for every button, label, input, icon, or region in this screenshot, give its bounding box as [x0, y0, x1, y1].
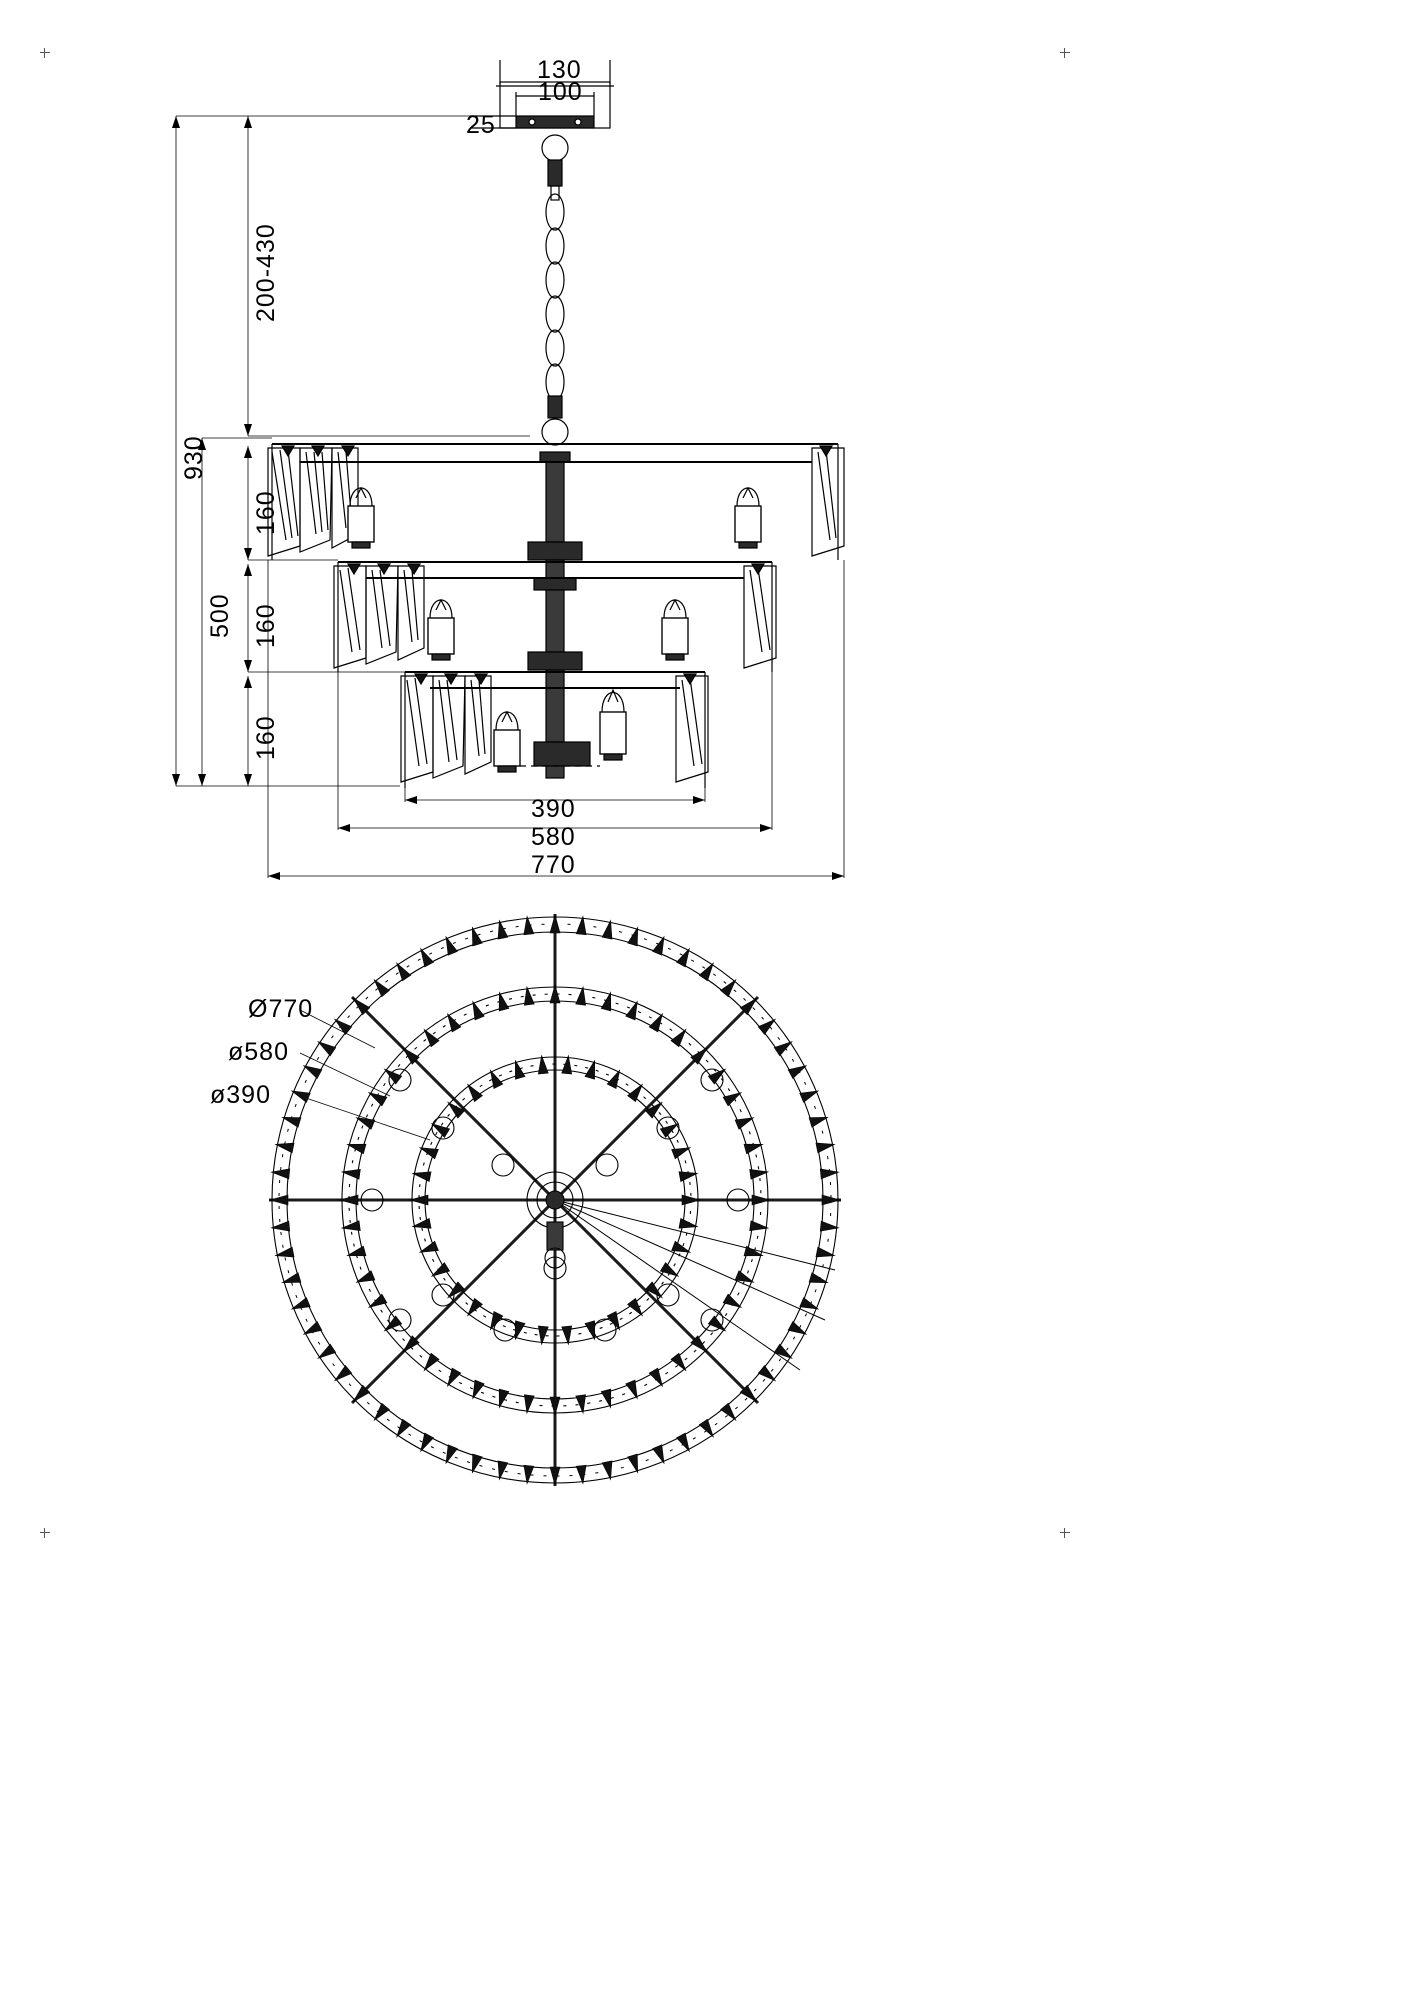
- dim-tier-height-bottom: 160: [252, 715, 280, 760]
- lamp-top-right: [735, 488, 761, 548]
- dim-chain-range: 200-430: [252, 223, 280, 322]
- crystal-cluster-top-right: [812, 446, 844, 556]
- dim-tier-height-top: 160: [252, 490, 280, 535]
- crystal-cluster-bottom-left: [401, 674, 491, 782]
- chain: [546, 194, 564, 400]
- hanging-ring-top: [542, 135, 568, 161]
- lamp-bottom-left: [494, 712, 520, 772]
- crystal-cluster-mid-left: [334, 564, 424, 668]
- dim-overall-height: 930: [180, 435, 208, 480]
- hanging-ring-bottom: [542, 419, 568, 445]
- plan-label-outer: Ø770: [248, 995, 314, 1023]
- crystal-cluster-bottom-right: [676, 674, 708, 782]
- lamp-mid-right: [662, 600, 688, 660]
- canopy-body: [516, 116, 594, 128]
- plan-label-inner: ø390: [210, 1081, 271, 1109]
- dim-diameter-inner: 390: [531, 795, 576, 823]
- dim-diameter-outer: 770: [531, 851, 576, 879]
- lamp-bottom-right: [600, 690, 626, 760]
- dim-tier-height-mid: 160: [252, 603, 280, 648]
- top-plan-view: [0, 900, 1413, 1900]
- dim-diameter-mid: 580: [531, 823, 576, 851]
- dim-body-height: 500: [206, 593, 234, 638]
- dim-canopy-inner: 100: [538, 78, 583, 106]
- lamp-mid-left: [428, 600, 454, 660]
- crystal-cluster-mid-right: [744, 564, 776, 668]
- lamp-top-left: [348, 488, 374, 548]
- dim-canopy-width: 130: [537, 56, 582, 84]
- plan-label-middle: ø580: [228, 1038, 289, 1066]
- dim-canopy-height: 25: [466, 111, 496, 139]
